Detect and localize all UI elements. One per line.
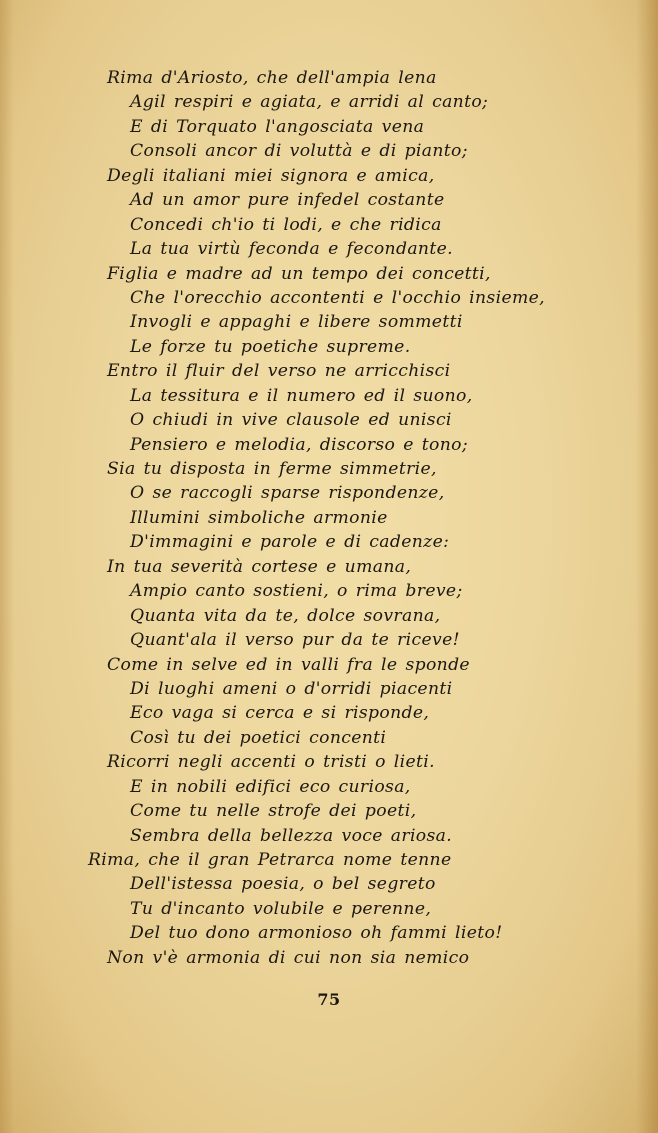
- poem-line: Tu d'incanto volubile e perenne,: [130, 898, 432, 919]
- poem-line: Come tu nelle strofe dei poeti,: [130, 801, 417, 822]
- poem-line: Che l'orecchio accontenti e l'occhio insieme,: [130, 287, 545, 308]
- poem-line: Concedi ch'io ti lodi, e che ridica: [130, 214, 442, 235]
- poem-line: Figlia e madre ad un tempo dei concetti,: [107, 263, 491, 284]
- poem-line: D'immagini e parole e di cadenze:: [130, 532, 450, 553]
- poem-line: Quanta vita da te, dolce sovrana,: [130, 605, 441, 626]
- poem-line: O se raccogli sparse rispondenze,: [130, 483, 445, 504]
- poem-line: Non v'è armonia di cui non sia nemico: [107, 947, 470, 968]
- poem-line: Come in selve ed in valli fra le sponde: [107, 654, 470, 675]
- poem-line: Pensiero e melodia, discorso e tono;: [130, 434, 469, 455]
- poem-line: Così tu dei poetici concenti: [130, 727, 387, 748]
- poem-line: Entro il fluir del verso ne arricchisci: [107, 361, 451, 382]
- poem-line: Degli italiani miei signora e amica,: [107, 165, 435, 186]
- poem-line: In tua severità cortese e umana,: [107, 556, 412, 577]
- poem-line: E in nobili edifici eco curiosa,: [130, 776, 411, 797]
- poem-line: Illumini simboliche armonie: [130, 507, 388, 528]
- poem-line: Agil respiri e agiata, e arridi al canto;: [130, 92, 489, 113]
- poem-line: La tua virtù feconda e fecondante.: [130, 239, 453, 260]
- poem-text: [0, 66, 658, 970]
- poem-line: Del tuo dono armonioso oh fammi lieto!: [130, 923, 503, 944]
- poem-line: Consoli ancor di voluttà e di pianto;: [130, 141, 468, 162]
- poem-line: Sembra della bellezza voce ariosa.: [130, 825, 453, 846]
- poem-line: Le forze tu poetiche supreme.: [130, 336, 411, 357]
- poem-line: Invogli e appaghi e libere sommetti: [130, 312, 463, 333]
- poem-line: La tessitura e il numero ed il suono,: [130, 385, 473, 406]
- poem-line: Rima d'Ariosto, che dell'ampia lena: [107, 68, 437, 88]
- poem-line: Ampio canto sostieni, o rima breve;: [130, 581, 463, 602]
- poem-line: Eco vaga si cerca e si risponde,: [130, 703, 430, 724]
- poem-line: Di luoghi ameni o d'orridi piacenti: [130, 678, 453, 699]
- poem-line: Sia tu disposta in ferme simmetrie,: [107, 459, 437, 479]
- poem-line: Rima, che il gran Petrarca nome tenne: [88, 850, 452, 870]
- poem-line: Ad un amor pure infedel costante: [130, 190, 445, 211]
- poem-line: Ricorri negli accenti o tristi o lieti.: [107, 752, 435, 773]
- poem-line: Quant'ala il verso pur da te riceve!: [130, 630, 460, 651]
- poem-line: Dell'istessa poesia, o bel segreto: [130, 874, 436, 895]
- poem-line: O chiudi in vive clausole ed unisci: [130, 410, 452, 431]
- page-number: 75: [317, 990, 341, 1009]
- poem-line: E di Torquato l'angosciata vena: [130, 116, 425, 137]
